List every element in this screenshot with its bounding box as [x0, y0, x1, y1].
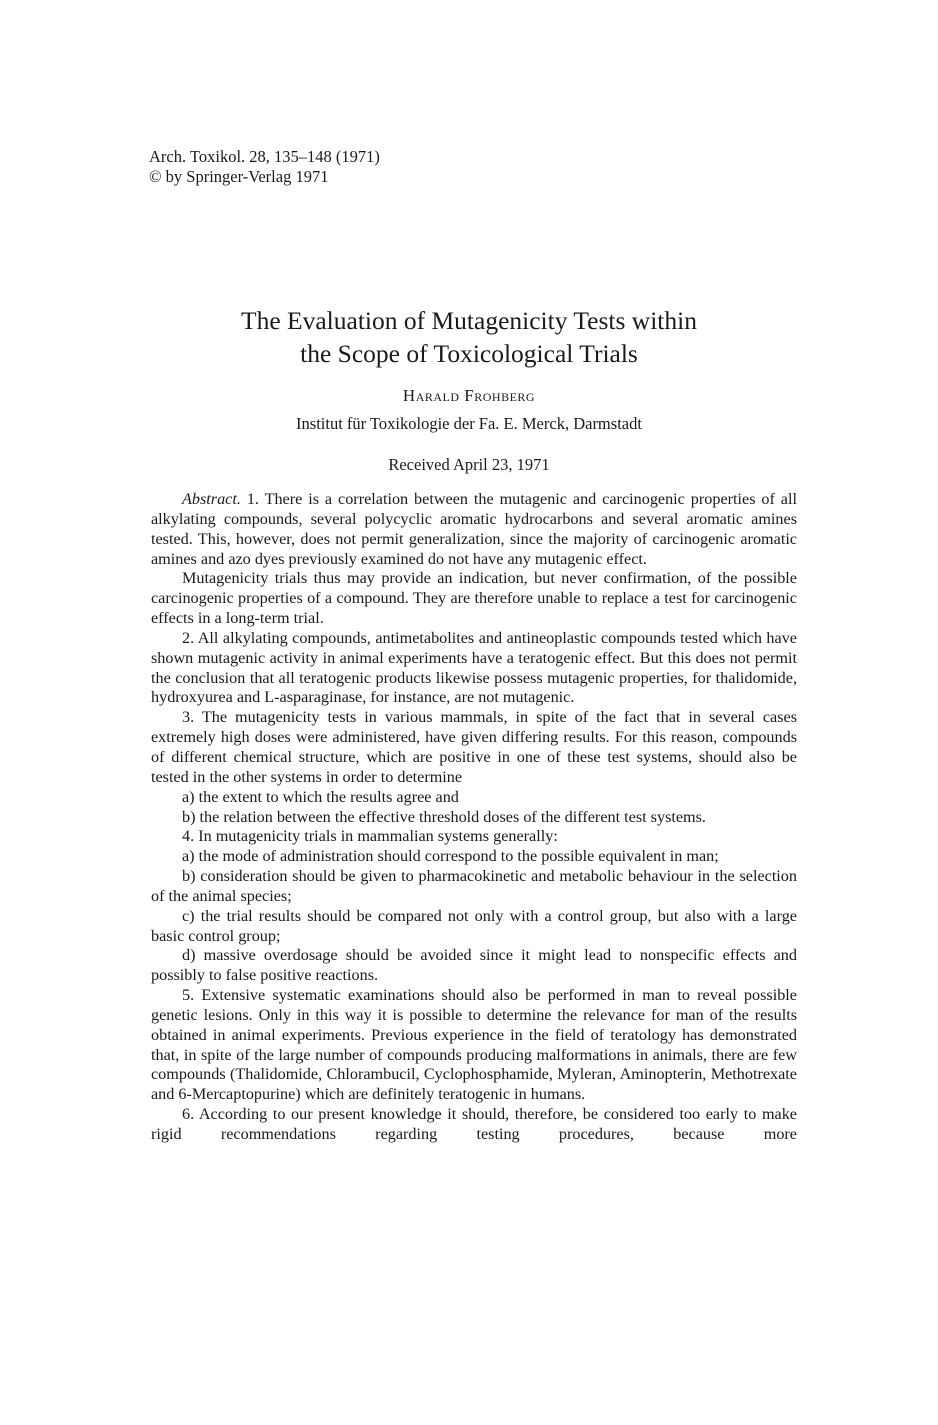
- abstract-paragraph: 5. Extensive systematic examinations should also be performed in man to reveal possible genetic lesions. Only in this way it is possible to determine the relevance for man of the results obtained in animal experiments. Previous experience in the field of teratology has demonstrated that, in spite of the large number of compounds producing malformations in animals, there are few compounds (Thalidomide, Chlorambucil, Cyclophosphamide, Myleran, Aminopterin, Methotrexate and 6-Mercaptopurine) which are definitely teratogenic in humans.: [151, 986, 797, 1104]
- abstract-paragraph: Abstract. 1. There is a correlation between the mutagenic and carcinogenic properties of all alkylating compounds, several polycyclic aromatic hydrocarbons and several aromatic amines tested. This, however, does not permit generalization, since the majority of carcinogenic aromatic amines and azo dyes previously examined do not have any mutagenic effect.: [151, 490, 797, 568]
- abstract-list-item: b) the relation between the effective threshold doses of the different test systems.: [182, 807, 706, 826]
- abstract: [151, 490, 797, 1145]
- journal-citation: Arch. Toxikol. 28, 135–148 (1971): [149, 147, 380, 166]
- author-affiliation: Institut für Toxikologie der Fa. E. Merck, Darmstadt: [296, 414, 642, 433]
- abstract-list-item: d) massive overdosage should be avoided since it might lead to nonspecific effects and possibly to false positive reactions.: [151, 946, 797, 985]
- abstract-list-item: b) consideration should be given to pharmacokinetic and metabolic behaviour in the selection of the animal species;: [151, 867, 797, 905]
- author-name: Harald Frohberg: [402, 386, 536, 405]
- abstract-paragraph: Mutagenicity trials thus may provide an indication, but never confirmation, of the possible carcinogenic properties of a compound. They are therefore unable to replace a test for carcinogenic effects in a long-term trial.: [151, 569, 797, 628]
- abstract-paragraph: 4. In mutagenicity trials in mammalian systems generally:: [182, 827, 558, 846]
- paper-title: [0, 304, 938, 370]
- abstract-list-item: c) the trial results should be compared not only with a control group, but also with a large basic control group;: [151, 906, 797, 945]
- abstract-list-item: a) the extent to which the results agree and: [182, 787, 459, 806]
- copyright-line: © by Springer-Verlag 1971: [149, 167, 329, 186]
- received-date: Received April 23, 1971: [388, 455, 550, 474]
- abstract-list-item: a) the mode of administration should correspond to the possible equivalent in man;: [182, 847, 719, 866]
- abstract-paragraph: 2. All alkylating compounds, antimetabolites and antineoplastic compounds tested which have shown mutagenic activity in animal experiments have a teratogenic effect. But this does not permit the conclusion that all teratogenic products likewise possess mutagenic properties, for thalidomide, hydroxyurea and L-asparaginase, for instance, are not mutagenic.: [151, 628, 797, 707]
- journal-header: [149, 147, 380, 187]
- abstract-paragraph: 3. The mutagenicity tests in various mammals, in spite of the fact that in several cases extremely high doses were administered, have given differing results. For this reason, compounds of different chemical structure, which are positive in one of these test systems, should also be tested in the other systems in order to determine: [151, 708, 797, 786]
- title-line-1: The Evaluation of Mutagenicity Tests within: [241, 306, 697, 335]
- title-line-2: the Scope of Toxicological Trials: [300, 339, 638, 368]
- abstract-paragraph: 6. According to our present knowledge it should, therefore, be considered too early to make rigid recommendations regarding testing procedures, because more: [151, 1105, 797, 1143]
- abstract-label: Abstract.: [182, 490, 241, 508]
